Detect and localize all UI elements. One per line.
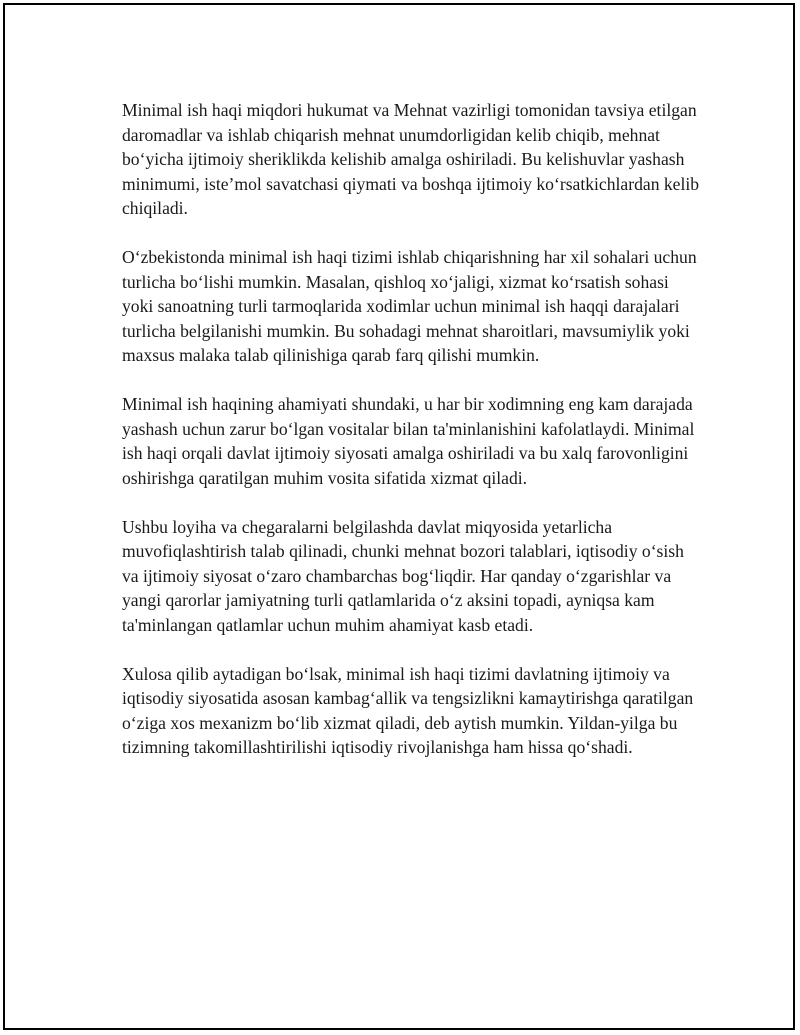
paragraph-4: Ushbu loyiha va chegaralarni belgilashda davlat miqyosida yetarlicha muvofiqlashtirish talab qilinadi, chunki mehnat bozori talablari, iqtisodiy oʻsish va ijtimoiy siyosat oʻzaro chambarchas bogʻliqdir. Har qanday oʻzgarishlar va yangi qarorlar jamiyatning turli qatlamlarida oʻz aksini topadi, ayniqsa kam ta'minlangan qatlamlar uchun muhim ahamiyat kasb etadi.: [122, 516, 684, 635]
paragraph-5: Xulosa qilib aytadigan boʻlsak, minimal ish haqi tizimi davlatning ijtimoiy va iqtisodiy siyosatida asosan kambagʻallik va tengsizlikni kamaytirishga qaratilgan oʻziga xos mexanizm boʻlib xizmat qiladi, deb aytish mumkin. Yildan-yilga bu tizimning takomillashtirilishi iqtisodiy rivojlanishga ham hissa qoʻshadi.: [122, 663, 694, 757]
paragraph-2: Oʻzbekistonda minimal ish haqi tizimi ishlab chiqarishning har xil sohalari uchun turlicha boʻlishi mumkin. Masalan, qishloq xoʻjaligi, xizmat koʻrsatish sohasi yoki sanoatning turli tarmoqlarida xodimlar uchun minimal ish haqqi darajalari turlicha belgilanishi mumkin. Bu sohadagi mehnat sharoitlari, mavsumiylik yoki maxsus malaka talab qilinishiga qarab farq qilishi mumkin.: [122, 247, 697, 365]
document-body: [122, 98, 702, 784]
page-border-frame: [3, 3, 795, 1030]
paragraph-3: Minimal ish haqining ahamiyati shundaki, u har bir xodimning eng kam darajada yashash uchun zarur boʻlgan vositalar bilan ta'minlanishini kafolatlaydi. Minimal ish haqi orqali davlat ijtimoiy siyosati amalga oshiriladi va bu xalq farovonligini oshirishga qaratilgan muhim vosita sifatida xizmat qiladi.: [122, 394, 695, 488]
paragraph-1: Minimal ish haqi miqdori hukumat va Mehnat vazirligi tomonidan tavsiya etilgan daromadlar va ishlab chiqarish mehnat unumdorligidan kelib chiqib, mehnat boʻyicha ijtimoiy sheriklikda kelishib amalga oshiriladi. Bu kelishuvlar yashash minimumi, iste’mol savatchasi qiymati va boshqa ijtimoiy koʻrsatkichlardan kelib chiqiladi.: [122, 100, 700, 218]
